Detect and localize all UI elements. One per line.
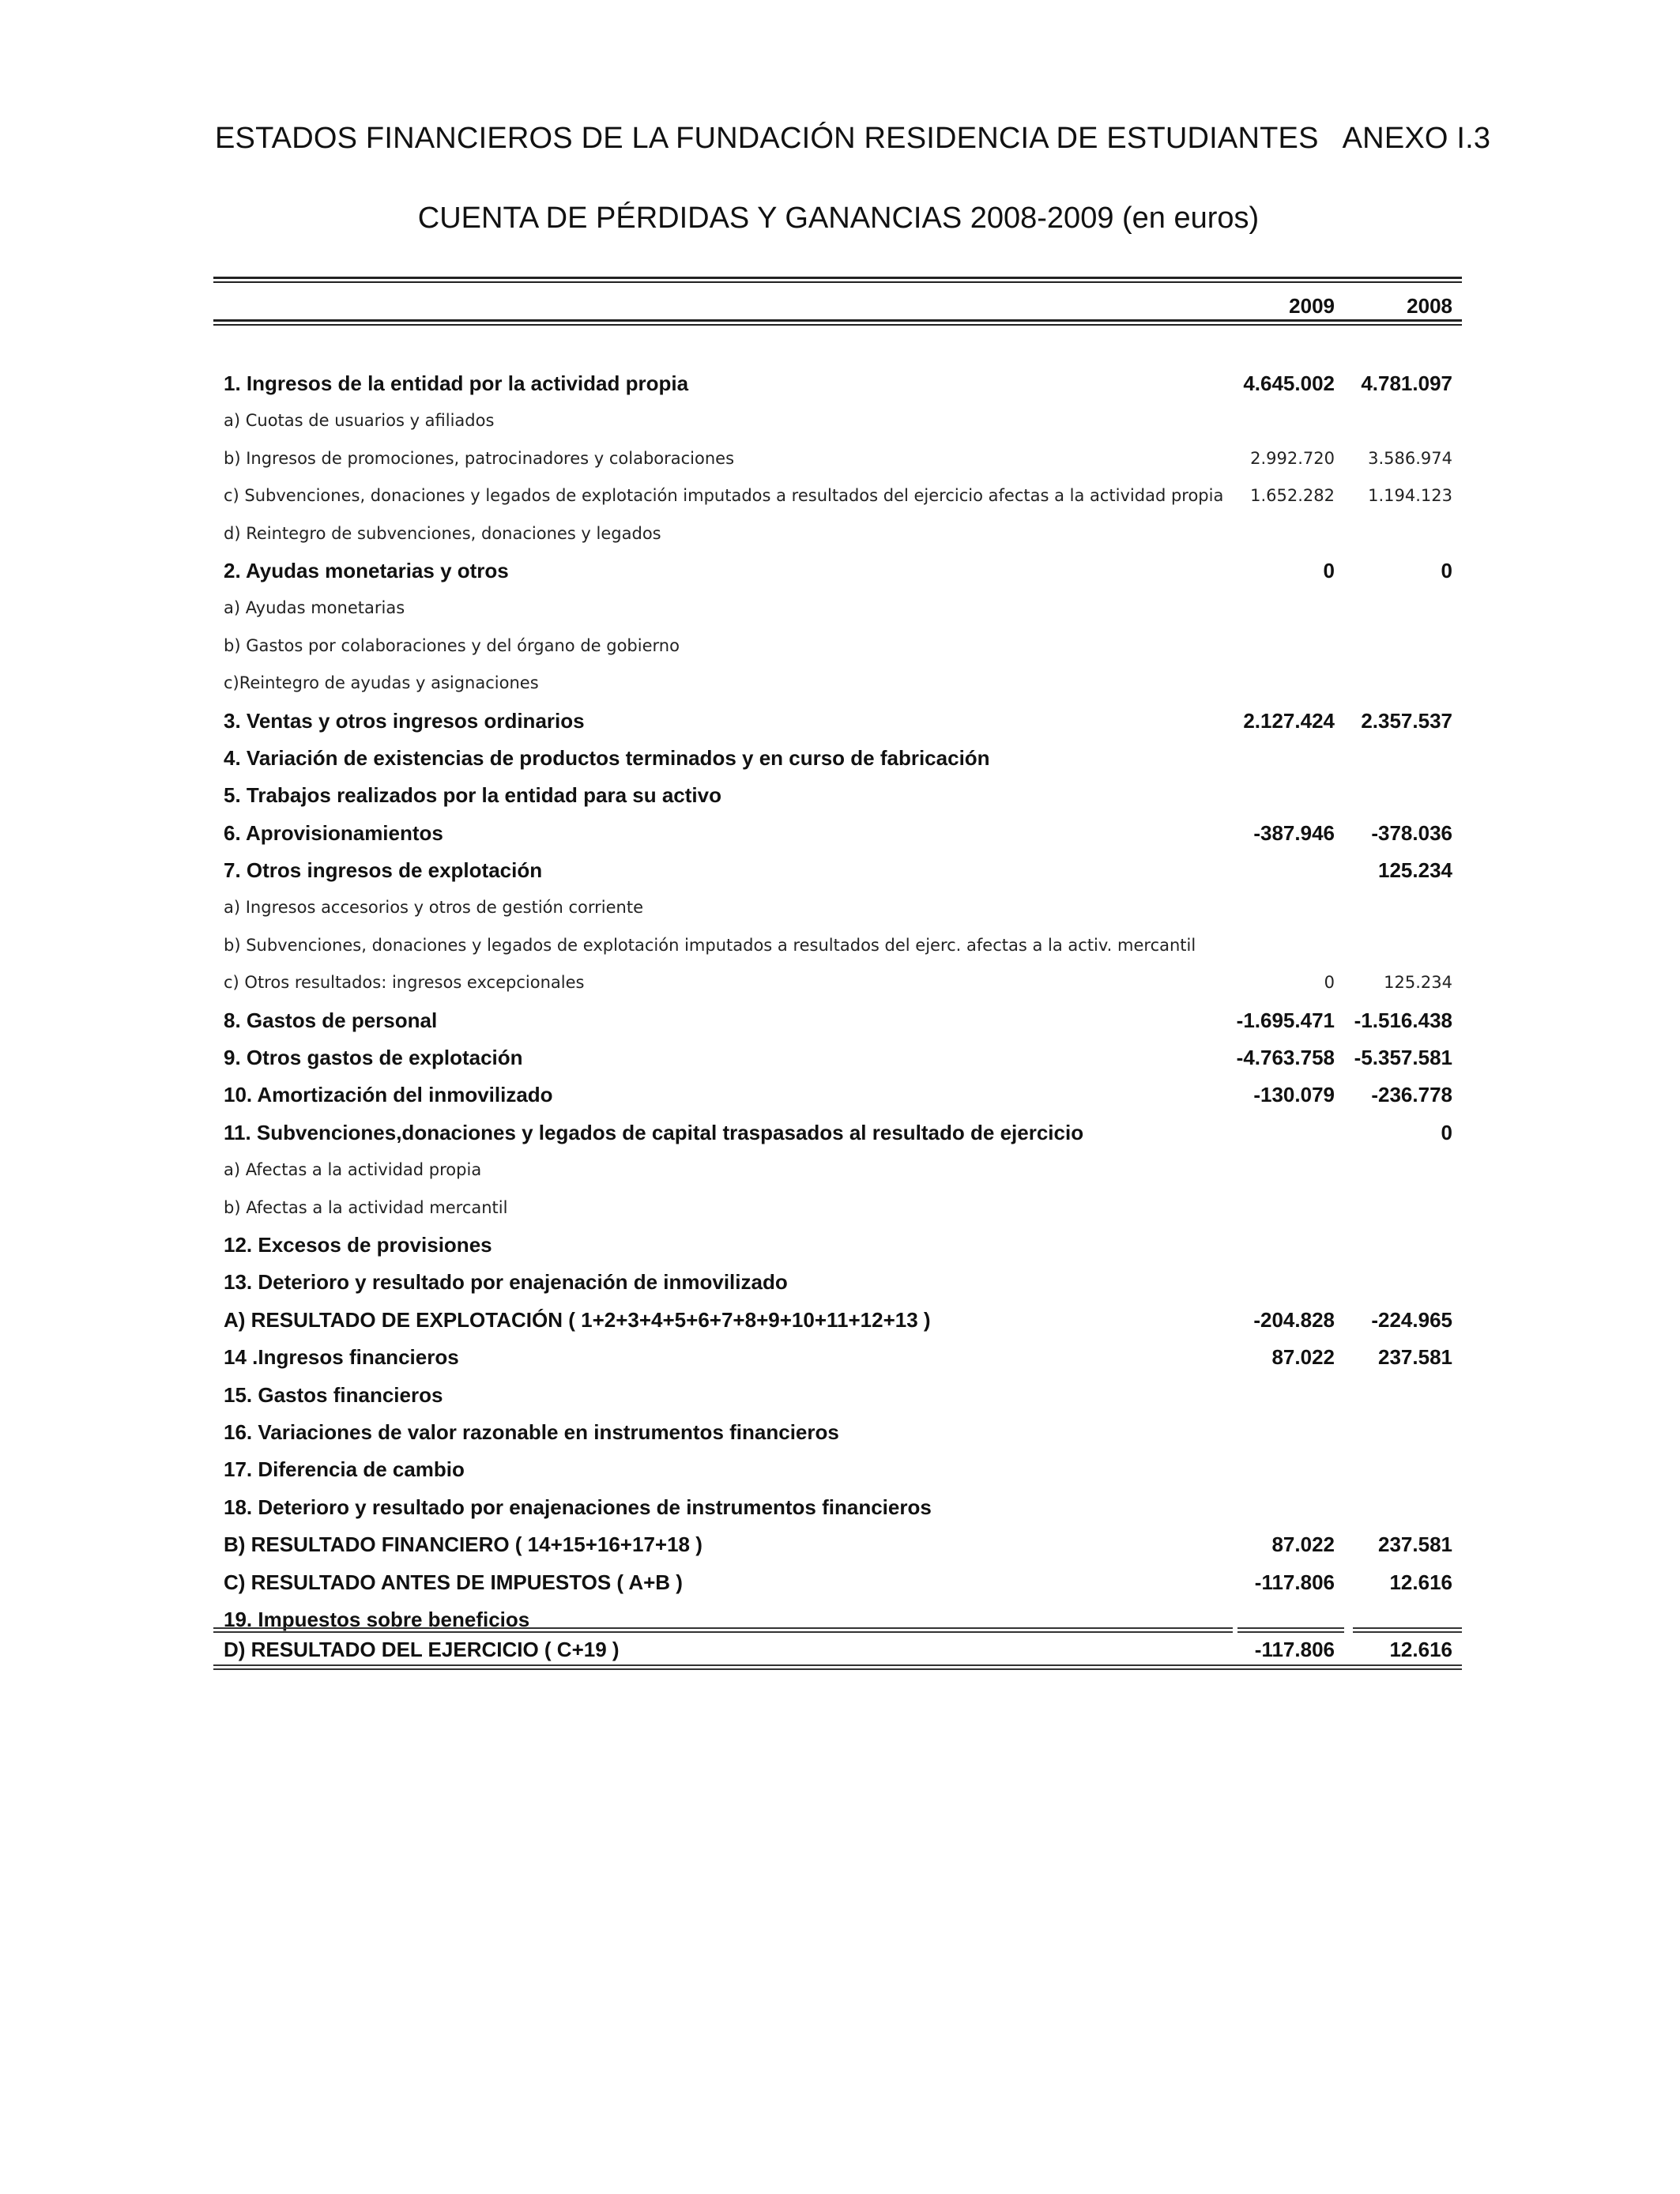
table-row	[213, 1451, 1462, 1488]
table-row	[213, 1302, 1462, 1339]
row-value-2009: -1.695.471	[1236, 1008, 1335, 1032]
table-row	[213, 552, 1462, 590]
row-label: c)Reintegro de ayudas y asignaciones	[224, 673, 539, 693]
row-value-2008: 3.586.974	[1368, 448, 1452, 468]
row-label: c) Otros resultados: ingresos excepcionales	[224, 973, 585, 993]
row-label: 12. Excesos de provisiones	[224, 1232, 492, 1257]
table-row	[213, 1489, 1462, 1526]
row-label: 13. Deterioro y resultado por enajenación de inmovilizado	[224, 1270, 788, 1295]
pre-total-rule-2008	[1353, 1627, 1462, 1629]
row-value-2009: 2.127.424	[1243, 708, 1335, 733]
row-label: 1. Ingresos de la entidad por la actividad propia	[224, 371, 689, 395]
table-row	[213, 665, 1462, 702]
row-value-2008: 125.234	[1378, 858, 1452, 883]
column-header-2008: 2008	[1407, 294, 1452, 318]
table-row	[213, 365, 1462, 402]
row-value-2008: -5.357.581	[1354, 1046, 1452, 1070]
row-value-2009: 2.992.720	[1250, 448, 1335, 468]
row-label: d) Reintegro de subvenciones, donaciones y legados	[224, 523, 661, 543]
row-label: C) RESULTADO ANTES DE IMPUESTOS ( A+B )	[224, 1570, 683, 1594]
row-value-2009: -204.828	[1253, 1307, 1335, 1332]
table-row	[213, 1076, 1462, 1114]
table-row	[213, 440, 1462, 477]
pre-total-rule-2009-b	[1237, 1631, 1344, 1633]
row-value-2008: 0	[1441, 1120, 1452, 1144]
table-row	[213, 1601, 1462, 1638]
row-label: A) RESULTADO DE EXPLOTACIÓN ( 1+2+3+4+5+6+7+8+9+10+11+12+13 )	[224, 1307, 931, 1332]
pre-total-rule-2008-b	[1353, 1631, 1462, 1633]
table-row	[213, 777, 1462, 814]
row-label: 10. Amortización del inmovilizado	[224, 1083, 553, 1107]
row-label: 4. Variación de existencias de productos terminados y en curso de fabricación	[224, 745, 990, 770]
bottom-rule-1	[213, 1664, 1462, 1666]
top-rule	[213, 277, 1462, 283]
row-label: b) Gastos por colaboraciones y del órgano de gobierno	[224, 635, 680, 655]
table-row	[213, 1039, 1462, 1076]
table-row	[213, 964, 1462, 1001]
row-label: 6. Aprovisionamientos	[224, 820, 443, 845]
title-text: ESTADOS FINANCIEROS DE LA FUNDACIÓN RESIDENCIA DE ESTUDIANTES	[215, 122, 1319, 155]
table-row	[213, 1339, 1462, 1376]
row-value-2009: -387.946	[1253, 820, 1335, 845]
final-result-2009: -117.806	[1254, 1638, 1335, 1661]
row-value-2009: 1.652.282	[1250, 486, 1335, 506]
row-value-2008: 125.234	[1384, 973, 1452, 993]
statement-subtitle: CUENTA DE PÉRDIDAS Y GANANCIAS 2008-2009 (en euros)	[417, 202, 1260, 235]
statement-rows	[213, 365, 1462, 1638]
pre-total-rule-2009	[1237, 1627, 1344, 1629]
table-row	[213, 1264, 1462, 1301]
table-row	[213, 590, 1462, 627]
row-label: 8. Gastos de personal	[224, 1008, 438, 1032]
final-result-label: D) RESULTADO DEL EJERCICIO ( C+19 )	[224, 1638, 620, 1661]
table-row	[213, 815, 1462, 852]
table-row	[213, 628, 1462, 665]
row-value-2009: 87.022	[1271, 1532, 1335, 1557]
table-row	[213, 703, 1462, 740]
table-row	[213, 402, 1462, 439]
row-label: a) Cuotas de usuarios y afiliados	[224, 411, 495, 431]
row-label: 9. Otros gastos de explotación	[224, 1046, 523, 1070]
row-value-2008: 237.581	[1378, 1345, 1452, 1370]
row-label: 11. Subvenciones,donaciones y legados de capital traspasados al resultado de ejercicio	[224, 1120, 1084, 1144]
table-row	[213, 1377, 1462, 1414]
row-value-2008: 12.616	[1389, 1570, 1452, 1594]
final-result-row	[213, 1636, 1462, 1668]
row-value-2008: 1.194.123	[1368, 486, 1452, 506]
row-label: 18. Deterioro y resultado por enajenaciones de instrumentos financieros	[224, 1495, 932, 1519]
table-row	[213, 852, 1462, 889]
row-value-2008: 237.581	[1378, 1532, 1452, 1557]
table-row	[213, 1002, 1462, 1039]
row-label: 14 .Ingresos financieros	[224, 1345, 459, 1370]
column-header-row	[213, 289, 1462, 321]
row-label: 19. Impuestos sobre beneficios	[224, 1607, 530, 1631]
row-value-2008: -224.965	[1371, 1307, 1452, 1332]
row-value-2008: -236.778	[1371, 1083, 1452, 1107]
row-label: b) Ingresos de promociones, patrocinadores y colaboraciones	[224, 448, 735, 468]
table-row	[213, 1526, 1462, 1563]
table-row	[213, 477, 1462, 515]
table-row	[213, 1114, 1462, 1152]
table-row	[213, 515, 1462, 552]
annex-label: ANEXO I.3	[1342, 122, 1491, 155]
row-label: 7. Otros ingresos de explotación	[224, 858, 543, 883]
row-label: a) Afectas a la actividad propia	[224, 1160, 482, 1180]
row-value-2008: 2.357.537	[1361, 708, 1452, 733]
table-row	[213, 927, 1462, 964]
row-label: b) Subvenciones, donaciones y legados de explotación imputados a resultados del ejerc. afectas a la activ. mercantil	[224, 935, 1196, 955]
table-row	[213, 1414, 1462, 1451]
row-value-2009: 0	[1324, 973, 1335, 993]
row-label: b) Afectas a la actividad mercantil	[224, 1197, 508, 1217]
column-header-2009: 2009	[1289, 294, 1335, 318]
row-value-2009: 4.645.002	[1243, 371, 1335, 395]
row-value-2008: 4.781.097	[1361, 371, 1452, 395]
table-row	[213, 1227, 1462, 1264]
header-rule	[213, 319, 1462, 326]
row-label: a) Ayudas monetarias	[224, 598, 405, 618]
row-label: 3. Ventas y otros ingresos ordinarios	[224, 708, 585, 733]
row-value-2009: 87.022	[1271, 1345, 1335, 1370]
row-value-2009: 0	[1323, 558, 1335, 582]
document-title	[215, 122, 1491, 156]
row-label: 15. Gastos financieros	[224, 1382, 443, 1407]
row-label: B) RESULTADO FINANCIERO ( 14+15+16+17+18 )	[224, 1532, 703, 1557]
final-result-2008: 12.616	[1389, 1638, 1452, 1661]
row-label: a) Ingresos accesorios y otros de gestión corriente	[224, 898, 644, 918]
row-label: c) Subvenciones, donaciones y legados de explotación imputados a resultados del ejercicio afectas a la actividad propia	[224, 486, 1224, 506]
row-value-2009: -117.806	[1254, 1570, 1335, 1594]
table-row	[213, 1189, 1462, 1227]
row-value-2009: -4.763.758	[1236, 1046, 1335, 1070]
row-label: 5. Trabajos realizados por la entidad para su activo	[224, 783, 721, 808]
table-row	[213, 1152, 1462, 1189]
table-row	[213, 889, 1462, 926]
row-label: 17. Diferencia de cambio	[224, 1457, 465, 1482]
row-value-2009: -130.079	[1253, 1083, 1335, 1107]
bottom-rule-2	[213, 1668, 1462, 1670]
table-row	[213, 1564, 1462, 1601]
row-value-2008: -378.036	[1371, 820, 1452, 845]
row-label: 16. Variaciones de valor razonable en instrumentos financieros	[224, 1419, 839, 1444]
pre-total-rule-label-2	[213, 1631, 1233, 1633]
row-value-2008: -1.516.438	[1354, 1008, 1452, 1032]
row-value-2008: 0	[1441, 558, 1452, 582]
table-row	[213, 740, 1462, 777]
row-label: 2. Ayudas monetarias y otros	[224, 558, 509, 582]
pre-total-rule-label	[213, 1627, 1233, 1629]
